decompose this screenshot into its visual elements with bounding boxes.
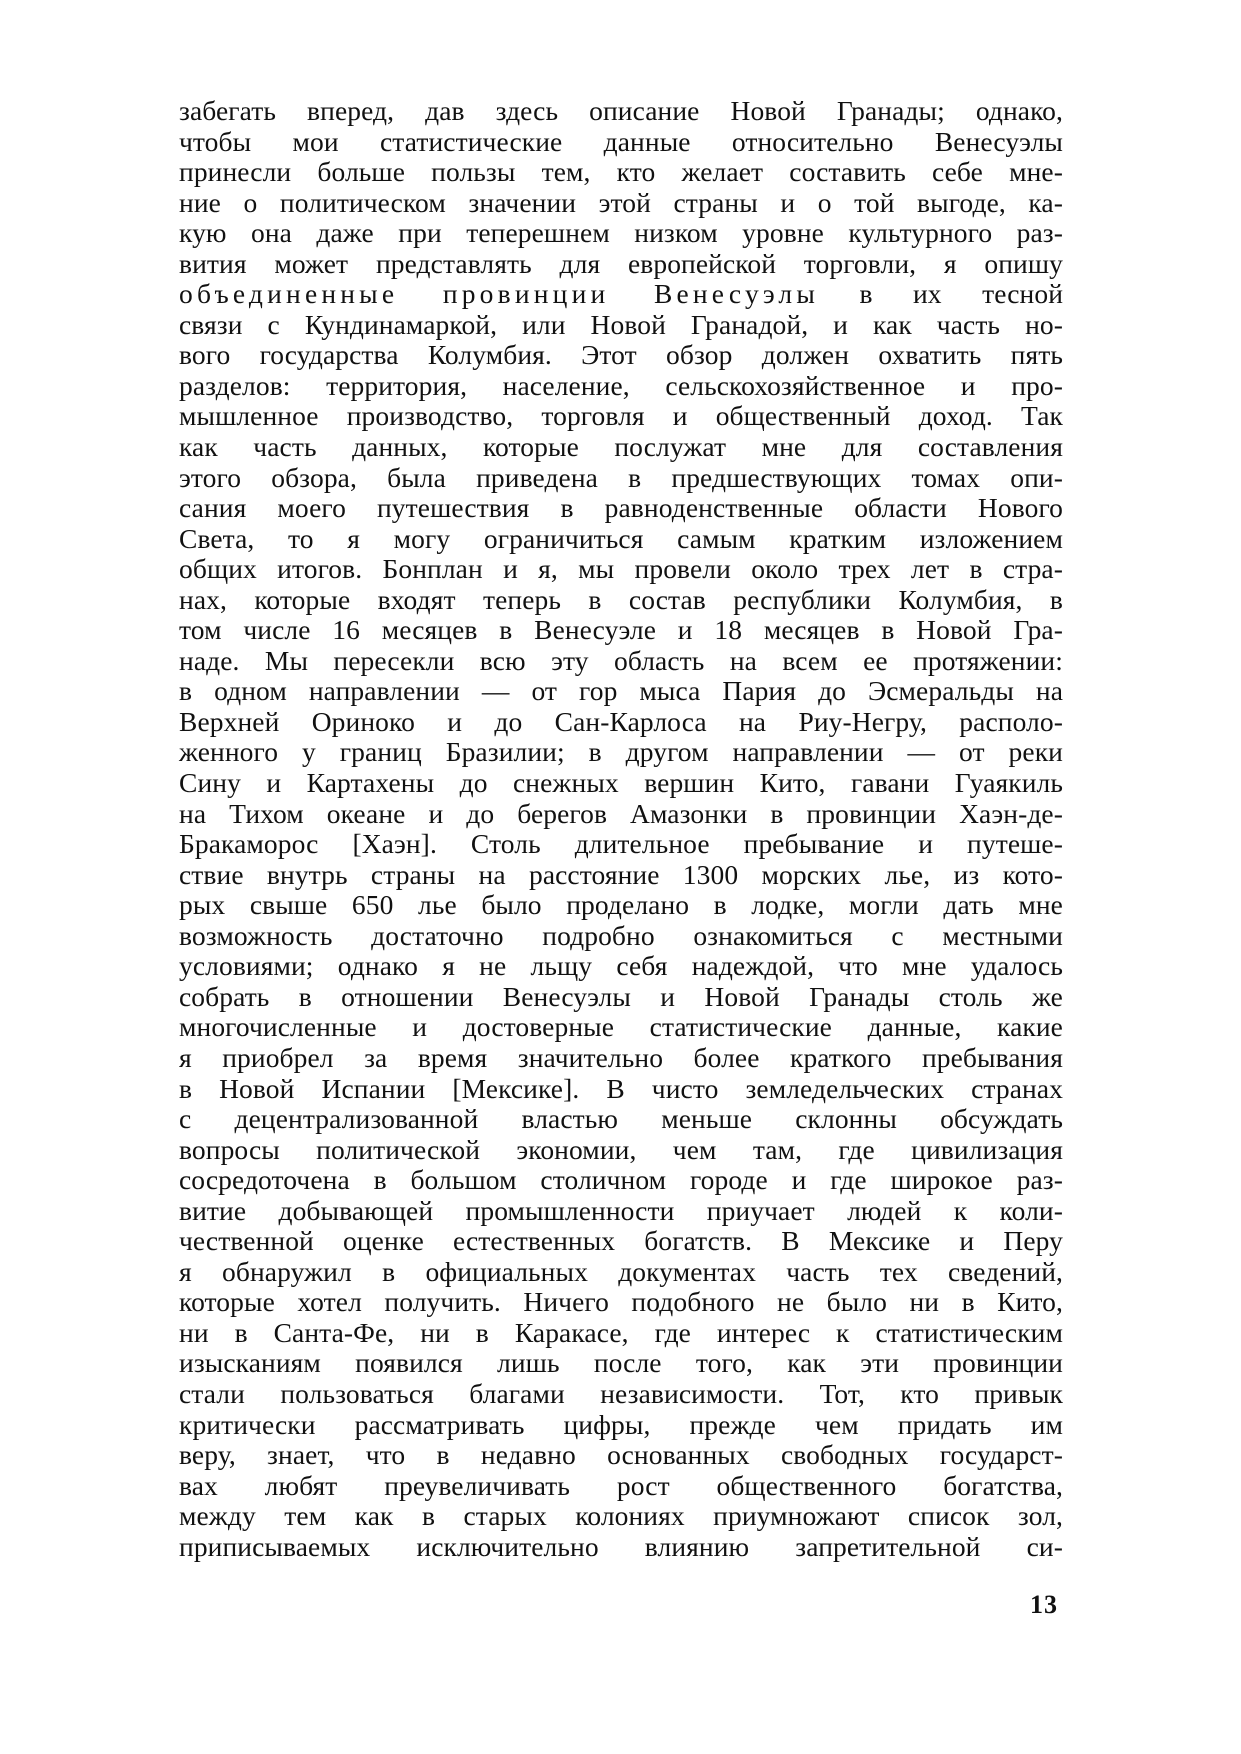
text-line: разделов: территория, население, сельскохозяйственное и про- <box>179 369 1063 401</box>
text-line: возможность достаточно подробно ознакомиться с местными <box>179 919 1063 951</box>
text-line: забегать вперед, дав здесь описание Новой Гранады; однако, <box>179 95 1063 126</box>
text-line: вопросы политической экономии, чем там, где цивилизация <box>179 1133 1063 1165</box>
text-line: наде. Мы пересекли всю эту область на всем ее протяжении: <box>179 644 1063 676</box>
text-line: вития может представлять для европейской торговли, я опишу <box>179 247 1063 279</box>
page-number: 13 <box>1030 1590 1058 1619</box>
text-line: веру, знает, что в недавно основанных свободных государст- <box>179 1439 1063 1471</box>
text-line: Верхней Ориноко и до Сан-Карлоса на Риу-Негру, располо- <box>179 705 1063 737</box>
text-line: вах любят преувеличивать рост общественного богатства, <box>179 1469 1063 1501</box>
text-line: женного у границ Бразилии; в другом направлении — от реки <box>179 736 1063 768</box>
text-line: ствие внутрь страны на расстояние 1300 морских лье, из кото- <box>179 858 1063 890</box>
text-line: сосредоточена в большом столичном городе и где широкое раз- <box>179 1164 1063 1196</box>
text-line: Света, то я могу ограничиться самым кратким изложением <box>179 522 1063 554</box>
text-line: стали пользоваться благами независимости. Тот, кто привык <box>179 1377 1063 1409</box>
text-line: этого обзора, была приведена в предшествующих томах опи- <box>179 461 1063 493</box>
text-line: многочисленные и достоверные статистические данные, какие <box>179 1011 1063 1043</box>
text-line: нах, которые входят теперь в состав республики Колумбия, в <box>179 583 1063 615</box>
text-line: как часть данных, которые послужат мне для составления <box>179 431 1063 463</box>
text-line: в Новой Испании [Мексике]. В чисто земледельческих странах <box>179 1072 1063 1104</box>
text-line: условиями; однако я не льщу себя надеждой, что мне удалось <box>179 950 1063 982</box>
text-line: ние о политическом значении этой страны и о той выгоде, ка- <box>179 186 1063 218</box>
text-line: общих итогов. Бонплан и я, мы провели около трех лет в стра- <box>179 553 1063 585</box>
text-line: том числе 16 месяцев в Венесуэле и 18 месяцев в Новой Гра- <box>179 614 1063 646</box>
text-line: вого государства Колумбия. Этот обзор должен охватить пять <box>179 339 1063 371</box>
text-line: в одном направлении — от гор мыса Пария до Эсмеральды на <box>179 675 1063 707</box>
text-line: чтобы мои статистические данные относительно Венесуэлы <box>179 125 1063 157</box>
body-text <box>179 96 1063 1562</box>
text-line: с децентрализованной властью меньше склонны обсуждать <box>179 1103 1063 1135</box>
text-line: сания моего путешествия в равноденственные области Нового <box>179 492 1063 524</box>
text-line: связи с Кундинамаркой, или Новой Гранадой, и как часть но- <box>179 308 1063 340</box>
line-remainder: в их тесной <box>819 278 1064 310</box>
text-line: принесли больше пользы тем, кто желает составить себе мне- <box>179 156 1063 188</box>
text-line: рых свыше 650 лье было проделано в лодке, могли дать мне <box>179 889 1063 921</box>
text-line: приписываемых исключительно влиянию запретительной си- <box>179 1530 1063 1562</box>
text-line: изысканиям появился лишь после того, как эти провинции <box>179 1347 1063 1379</box>
text-line: собрать в отношении Венесуэлы и Новой Гранады столь же <box>179 980 1063 1012</box>
text-line: ни в Санта-Фе, ни в Каракасе, где интерес к статистическим <box>179 1316 1063 1348</box>
spaced-emphasis: объединенные провинции Венесуэлы <box>179 278 820 310</box>
text-line: чественной оценке естественных богатств. В Мексике и Перу <box>179 1225 1063 1257</box>
text-line: я приобрел за время значительно более краткого пребывания <box>179 1041 1063 1073</box>
text-line: Бракаморос [Хаэн]. Столь длительное пребывание и путеше- <box>179 828 1063 860</box>
text-line: которые хотел получить. Ничего подобного не было ни в Кито, <box>179 1286 1063 1318</box>
text-line-spaced <box>179 279 1063 310</box>
text-line: между тем как в старых колониях приумножают список зол, <box>179 1500 1063 1532</box>
text-line: критически рассматривать цифры, прежде чем придать им <box>179 1408 1063 1440</box>
text-line: Сину и Картахены до снежных вершин Кито, гавани Гуаякиль <box>179 767 1063 799</box>
text-line: мышленное производство, торговля и общественный доход. Так <box>179 400 1063 432</box>
text-line: я обнаружил в официальных документах часть тех сведений, <box>179 1255 1063 1287</box>
text-line: кую она даже при теперешнем низком уровне культурного раз- <box>179 217 1063 249</box>
text-line: витие добывающей промышленности приучает людей к коли- <box>179 1194 1063 1226</box>
text-line: на Тихом океане и до берегов Амазонки в провинции Хаэн-де- <box>179 797 1063 829</box>
